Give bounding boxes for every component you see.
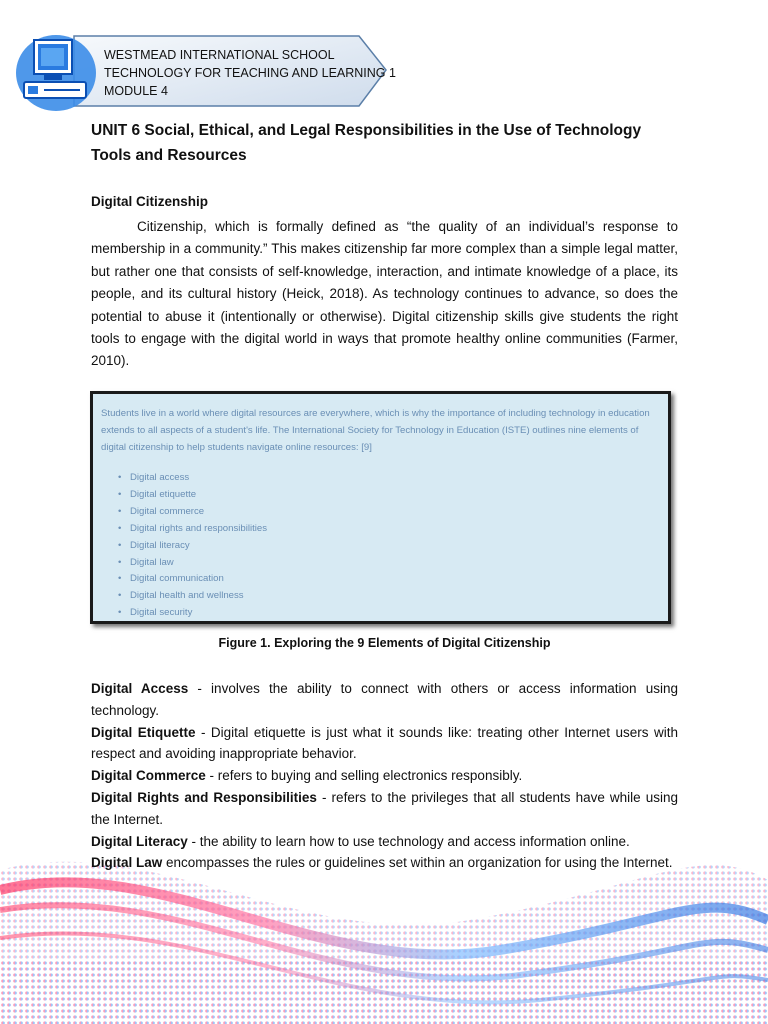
figure-intro: Students live in a world where digital resources are everywhere, which is why the importance of including technology in education extends to all aspects of a student's life. The International Society for Technology in Education (ISTE) outlines nine elements of digital citizenship to help students navigate online resources: [9] [101,408,650,453]
document-header [14,18,394,118]
figure-box [90,391,671,624]
unit-title: UNIT 6 Social, Ethical, and Legal Responsibilities in the Use of Technology Tools and Resources [91,122,642,164]
definition-item [91,678,678,722]
section-title: Digital Citizenship [91,194,209,209]
bullet-icon: • [118,573,122,585]
bullet-icon: • [118,539,122,551]
definition-text: - refers to buying and selling electronics responsibly. [205,768,523,784]
definition-term: Digital Etiquette [91,724,196,740]
figure-caption: Figure 1. Exploring the 9 Elements of Digital Citizenship [218,636,551,650]
list-item [118,588,658,605]
list-item [118,605,658,622]
section-paragraph: Citizenship, which is formally defined as “the quality of an individual’s response to membership in a community.” This makes citizenship far more complex than a simple legal matter, but rather one that consists of self-knowledge, interaction, and intimate knowledge of a place, its people, and its cultural history (Heick, 2018). As technology continues to advance, so does the potential to abuse it (intentionally or otherwise). Digital citizenship skills give students the right tools to engage with the digital world in ways that promote healthy online communities (Farmer, 2010). [91,219,678,369]
bullet-icon: • [118,607,122,619]
bullet-icon: • [118,556,122,568]
definition-item [91,852,678,874]
list-item-label: Digital communication [130,573,224,585]
list-item-label: Digital health and wellness [130,590,244,602]
figure-list [101,470,658,622]
list-item-label: Digital access [130,472,190,483]
list-item-label: Digital rights and responsibilities [130,522,268,534]
list-item [118,504,658,521]
definition-text: - the ability to learn how to use technology and access information online. [187,833,630,849]
definition-term: Digital Commerce [91,768,206,784]
definition-term: Digital Law [91,855,163,871]
bullet-icon: • [118,505,122,517]
list-item [118,571,658,588]
list-item-label: Digital commerce [130,505,205,517]
list-item-label: Digital etiquette [130,488,197,500]
list-item [118,538,658,555]
definitions-list [91,678,678,874]
list-item-label: Digital literacy [130,539,190,551]
definition-term: Digital Access [91,681,189,696]
list-item [118,487,658,504]
definition-item [91,831,678,853]
list-item [118,470,658,487]
course-name: TECHNOLOGY FOR TEACHING AND LEARNING 1 [104,66,396,80]
list-item-label: Digital law [130,556,174,568]
computer-icon [16,35,96,111]
definition-item [91,765,678,787]
definition-text: - refers to the privileges that all students have while using the Internet. [91,789,678,827]
definition-item [91,722,678,766]
bullet-icon: • [118,590,122,602]
bullet-icon: • [118,472,122,483]
definition-term: Digital Literacy [91,833,188,849]
definition-text: - Digital etiquette is just what it sounds like: treating other Internet users with respect and avoiding inappropriate behavior. [91,724,678,762]
school-name: WESTMEAD INTERNATIONAL SCHOOL [104,48,335,62]
list-item [118,521,658,538]
list-item-label: Digital security [130,607,193,619]
definition-term: Digital Rights and Responsibilities [91,789,317,805]
definition-text: - involves the ability to connect with others or access information using technology. [91,681,678,718]
definition-text: encompasses the rules or guidelines set within an organization for using the Internet. [162,855,673,871]
header-text [104,46,396,100]
bullet-icon: • [118,522,122,534]
definition-item [91,787,678,831]
module-label: MODULE 4 [104,84,168,98]
bullet-icon: • [118,488,122,500]
list-item [118,555,658,572]
